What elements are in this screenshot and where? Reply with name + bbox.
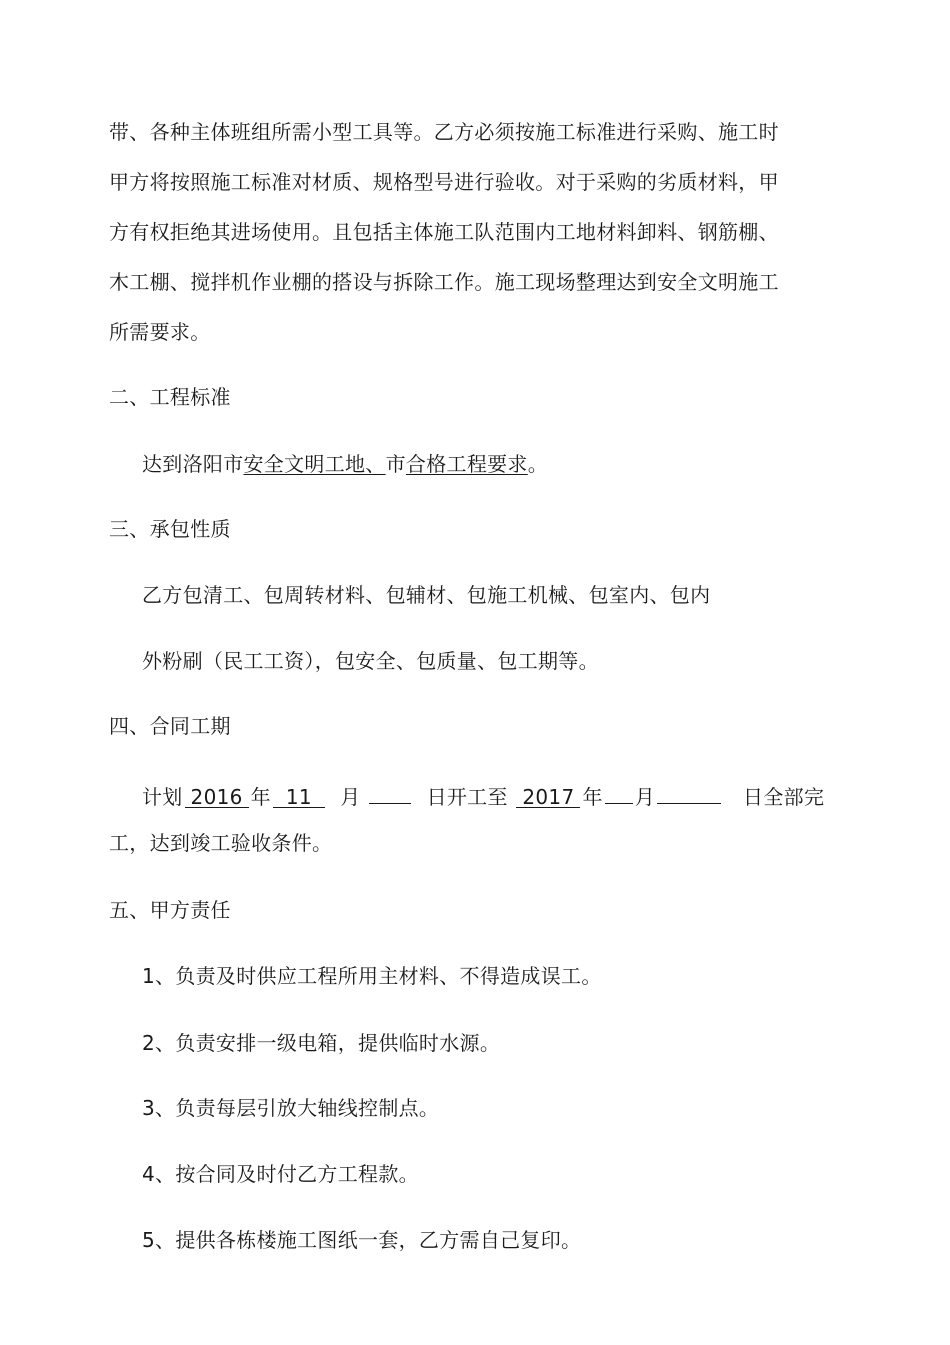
scope-line-2: 甲方将按照施工标准对材质、规格型号进行验收。对于采购的劣质材料，甲 (109, 170, 779, 194)
start-day-blank (369, 779, 411, 804)
month-label-2: 月 (634, 785, 656, 809)
start-month-blank: 11 (273, 783, 325, 808)
end-text: 日全部完 (743, 785, 825, 809)
plan-label: 计划 (142, 785, 183, 809)
nature-line-2: 外粉刷（民工工资），包安全、包质量、包工期等。 (142, 649, 599, 673)
period-plan-line (142, 779, 824, 811)
period-line-2: 工，达到竣工验收条件。 (109, 831, 333, 855)
end-year-blank: 2017 (516, 783, 580, 808)
nature-line-1: 乙方包清工、包周转材料、包辅材、包施工机械、包室内、包内 (142, 583, 711, 607)
start-year-blank: 2016 (185, 783, 249, 808)
section-heading-period: 四、合同工期 (109, 714, 231, 738)
year-label-1: 年 (250, 785, 271, 809)
standard-underline-2: 合格工程要求 (405, 452, 528, 476)
scope-line-5: 所需要求。 (109, 320, 211, 344)
party-a-item-1: 1、负责及时供应工程所用主材料、不得造成误工。 (142, 964, 602, 988)
party-a-item-5: 5、提供各栋楼施工图纸一套，乙方需自己复印。 (142, 1228, 582, 1252)
party-a-item-2: 2、负责安排一级电箱，提供临时水源。 (142, 1031, 501, 1055)
section-heading-party-a: 五、甲方责任 (109, 898, 231, 922)
scope-line-4: 木工棚、搅拌机作业棚的搭设与拆除工作。施工现场整理达到安全文明施工 (109, 270, 779, 294)
section-heading-nature: 三、承包性质 (109, 517, 231, 541)
party-a-item-4: 4、按合同及时付乙方工程款。 (142, 1162, 419, 1186)
month-label-1: 月 (340, 785, 361, 809)
standard-mid: 市 (385, 452, 406, 476)
party-a-item-3: 3、负责每层引放大轴线控制点。 (142, 1096, 440, 1120)
end-day-blank (657, 779, 721, 804)
year-label-2: 年 (582, 785, 603, 809)
scope-line-1: 带、各种主体班组所需小型工具等。乙方必须按施工标准进行采购、施工时 (109, 120, 779, 144)
scope-line-3: 方有权拒绝其进场使用。且包括主体施工队范围内工地材料卸料、钢筋棚、 (109, 220, 779, 244)
end-month-blank (605, 779, 633, 804)
standard-underline-1: 安全文明工地、 (243, 452, 386, 476)
standard-text (142, 450, 548, 478)
section-heading-standard: 二、工程标准 (109, 385, 231, 409)
standard-prefix: 达到洛阳市 (142, 452, 244, 476)
start-text: 日开工至 (426, 785, 508, 809)
standard-suffix: 。 (527, 452, 549, 476)
